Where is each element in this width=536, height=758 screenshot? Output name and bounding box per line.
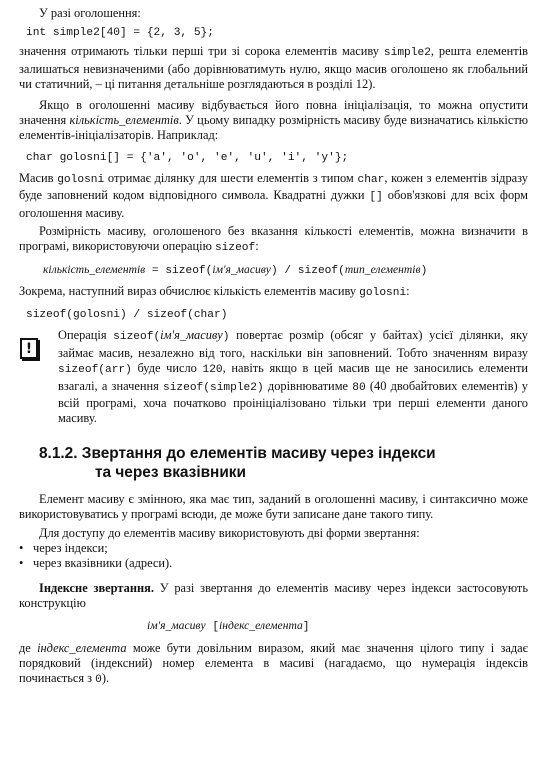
section-title-line1: Звертання до елементів масиву через індекси — [81, 444, 436, 462]
paragraph: Розмірність масиву, оголошеного без вказання кількості елементів, можна визначити в програмі, використовуючи операцію sizeof: — [19, 224, 528, 255]
paragraph: Масив golosni отримає ділянку для шести елементів з типом char, кожен з елементів зідразу буде заповнений кодом відповідного символа. Квадратні дужки [] обов'язкові для всіх форм оголошення масиву. — [19, 170, 528, 220]
section-title-line2: та через вказівники — [95, 463, 246, 481]
code-index-construct: ім'я_масиву [індекс_елемента] — [147, 618, 310, 633]
code-example-golosni: char golosni[] = {'a', 'o', 'e', 'u', 'i', 'y'}; — [26, 151, 349, 164]
code-example-sizeof-golosni: sizeof(golosni) / sizeof(char) — [26, 309, 228, 322]
paragraph: Індексне звертання. У разі звертання до елементів масиву через індекси застосовують конструкцію — [19, 580, 528, 611]
section-heading — [19, 444, 528, 482]
paragraph: Для доступу до елементів масиву використовують дві форми звертання: — [39, 525, 420, 540]
section-number: 8.1.2. — [39, 444, 78, 462]
paragraph: Зокрема, наступний вираз обчислює кількість елементів масиву golosni: — [19, 283, 410, 299]
note-text — [58, 328, 528, 426]
note-paragraph: Операція sizeof(ім'я_масиву) повертає розмір (обсяг у байтах) усієї ділянки, яку займає масив, незалежно від того, наскільки він заповнений. Тобто значенням виразу sizeof(arr) буде число 120, навіть якщо в цей масив ще не заносились елементи взагалі, а значення sizeof(simple2) дорівнюватиме 80 (40 двобайтових елементів) у всій програмі, хоча початково проініціалізовано тільки три перші елементи даного масиву. — [58, 328, 528, 426]
code-example-simple2: int simple2[40] = {2, 3, 5}; — [26, 27, 214, 40]
code-formula-sizeof: кількість_елементів = sizeof(ім'я_масиву) / sizeof(тип_елементів) — [43, 262, 428, 277]
bullet-list — [19, 541, 528, 572]
paragraph: Якщо в оголошенні масиву відбувається його повна ініціалізація, то можна опустити значення кількість_елементів. У цьому випадку розмірність масиву буде визначатись кількістю елементів-ініціалізаторів. Наприклад: — [19, 97, 528, 143]
exclamation-icon: ! — [20, 338, 38, 359]
note-block — [19, 328, 528, 426]
paragraph: значення отримають тільки перші три зі сорока елементів масиву simple2, решта елементів залишаться невизначеними (або дорівнюватимуть нулю, якщо масив оголошено як глобальний чи статичний, – ці питання детальніше розглядаються в розділі 12). — [19, 44, 528, 92]
list-item: • через вказівники (адреси). — [19, 556, 528, 571]
paragraph: де індекс_елемента може бути довільним виразом, який має значення цілого типу і задає порядковий (індексний) номер елемента в масиві (нагадаємо, що нумерація індексів починається з 0). — [19, 640, 528, 687]
paragraph: У разі оголошення: — [39, 6, 141, 20]
paragraph: Елемент масиву є змінною, яка має тип, заданий в оголошенні масиву, і синтаксично може використовуватись у програмі всюди, де може бути записане дане такого типу. — [19, 491, 528, 522]
list-item: • через індекси; — [19, 541, 528, 556]
